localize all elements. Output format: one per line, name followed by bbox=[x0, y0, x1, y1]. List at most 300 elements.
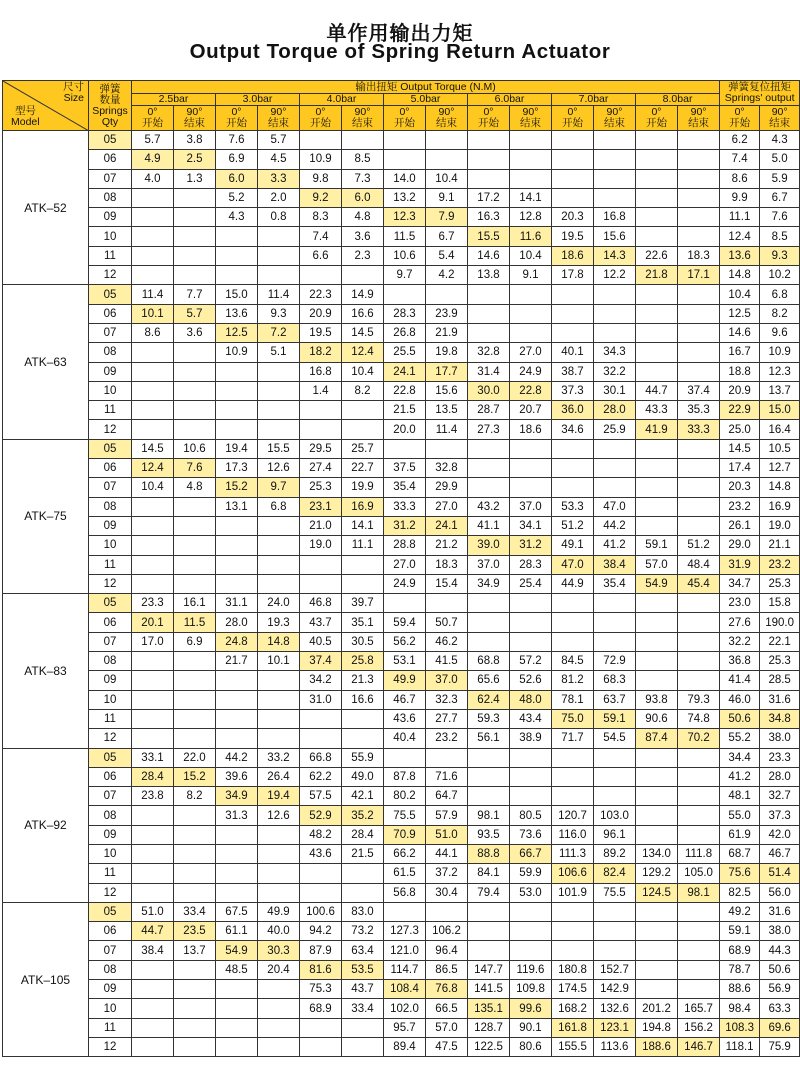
spring-output-cell: 75.6 bbox=[720, 864, 760, 883]
spring-output-cell: 61.9 bbox=[720, 825, 760, 844]
torque-cell: 25.7 bbox=[342, 439, 384, 458]
torque-cell: 37.2 bbox=[426, 864, 468, 883]
torque-cell: 109.8 bbox=[510, 980, 552, 999]
torque-cell: 141.5 bbox=[468, 980, 510, 999]
torque-table bbox=[2, 80, 800, 1057]
table-row bbox=[3, 323, 800, 342]
torque-cell bbox=[132, 690, 174, 709]
torque-cell: 11.1 bbox=[342, 536, 384, 555]
torque-cell: 75.5 bbox=[384, 806, 426, 825]
torque-cell: 11.4 bbox=[426, 420, 468, 439]
torque-cell: 17.1 bbox=[678, 266, 720, 285]
torque-cell bbox=[636, 767, 678, 786]
torque-cell bbox=[258, 671, 300, 690]
page-title-en: Output Torque of Spring Return Actuator bbox=[189, 40, 611, 63]
torque-cell: 44.7 bbox=[132, 922, 174, 941]
torque-cell bbox=[636, 227, 678, 246]
table-row bbox=[3, 555, 800, 574]
torque-cell bbox=[216, 420, 258, 439]
torque-cell: 102.0 bbox=[384, 999, 426, 1018]
torque-cell bbox=[132, 208, 174, 227]
torque-cell: 66.8 bbox=[300, 748, 342, 767]
torque-cell: 119.6 bbox=[510, 960, 552, 979]
torque-cell: 21.2 bbox=[426, 536, 468, 555]
torque-cell: 18.6 bbox=[552, 246, 594, 265]
springs-qty-cell: 11 bbox=[89, 555, 132, 574]
torque-cell: 106.2 bbox=[426, 922, 468, 941]
torque-cell bbox=[426, 594, 468, 613]
torque-cell: 82.4 bbox=[594, 864, 636, 883]
torque-cell: 70.9 bbox=[384, 825, 426, 844]
torque-cell: 48.0 bbox=[510, 690, 552, 709]
torque-cell: 10.9 bbox=[300, 150, 342, 169]
torque-cell: 35.4 bbox=[594, 574, 636, 593]
torque-cell: 67.5 bbox=[216, 902, 258, 921]
torque-cell bbox=[258, 536, 300, 555]
torque-cell: 95.7 bbox=[384, 1018, 426, 1037]
end-angle-header bbox=[426, 106, 468, 131]
torque-cell: 6.6 bbox=[300, 246, 342, 265]
torque-cell bbox=[468, 902, 510, 921]
springs-qty-cell: 08 bbox=[89, 188, 132, 207]
torque-cell bbox=[468, 439, 510, 458]
torque-cell bbox=[510, 902, 552, 921]
end-angle-header bbox=[678, 106, 720, 131]
springs-qty-cell: 11 bbox=[89, 864, 132, 883]
torque-cell: 53.1 bbox=[384, 652, 426, 671]
end-cn-label: 结束 bbox=[436, 117, 457, 129]
start-angle-header bbox=[468, 106, 510, 131]
spring-output-cell: 10.9 bbox=[760, 343, 800, 362]
torque-cell bbox=[636, 960, 678, 979]
torque-cell bbox=[258, 825, 300, 844]
spring-output-cell: 108.3 bbox=[720, 1018, 760, 1037]
torque-cell bbox=[636, 497, 678, 516]
model-name: ATK–92 bbox=[3, 748, 89, 902]
torque-cell bbox=[258, 574, 300, 593]
torque-cell: 194.8 bbox=[636, 1018, 678, 1037]
torque-cell: 49.9 bbox=[384, 671, 426, 690]
torque-cell: 32.8 bbox=[468, 343, 510, 362]
torque-cell: 5.2 bbox=[216, 188, 258, 207]
torque-cell: 87.9 bbox=[300, 941, 342, 960]
torque-cell: 84.1 bbox=[468, 864, 510, 883]
torque-cell: 7.6 bbox=[174, 459, 216, 478]
torque-cell bbox=[132, 266, 174, 285]
torque-cell: 114.7 bbox=[384, 960, 426, 979]
torque-cell bbox=[216, 381, 258, 400]
torque-cell: 17.7 bbox=[426, 362, 468, 381]
torque-cell bbox=[552, 902, 594, 921]
start-deg-label: 0° bbox=[231, 106, 242, 118]
spring-output-cell: 118.1 bbox=[720, 1037, 760, 1056]
torque-cell bbox=[678, 960, 720, 979]
torque-cell bbox=[132, 420, 174, 439]
torque-cell: 7.2 bbox=[258, 323, 300, 342]
torque-cell: 25.3 bbox=[300, 478, 342, 497]
torque-cell: 6.7 bbox=[426, 227, 468, 246]
springs-qty-cell: 06 bbox=[89, 613, 132, 632]
torque-cell bbox=[678, 980, 720, 999]
torque-cell: 17.8 bbox=[552, 266, 594, 285]
torque-cell bbox=[468, 478, 510, 497]
springs-output-header bbox=[720, 81, 800, 106]
torque-cell bbox=[174, 227, 216, 246]
table-row bbox=[3, 420, 800, 439]
torque-cell: 19.3 bbox=[258, 613, 300, 632]
torque-cell bbox=[426, 150, 468, 169]
torque-cell: 11.5 bbox=[174, 613, 216, 632]
torque-cell: 25.4 bbox=[510, 574, 552, 593]
torque-cell: 24.1 bbox=[384, 362, 426, 381]
torque-cell bbox=[384, 594, 426, 613]
table-row bbox=[3, 902, 800, 921]
torque-cell: 9.1 bbox=[510, 266, 552, 285]
torque-cell: 51.0 bbox=[132, 902, 174, 921]
torque-cell bbox=[552, 767, 594, 786]
torque-cell: 94.2 bbox=[300, 922, 342, 941]
torque-cell bbox=[468, 131, 510, 150]
torque-cell: 22.3 bbox=[300, 285, 342, 304]
torque-cell bbox=[678, 902, 720, 921]
torque-cell: 30.1 bbox=[594, 381, 636, 400]
torque-cell bbox=[300, 1037, 342, 1056]
model-name: ATK–83 bbox=[3, 594, 89, 748]
table-row bbox=[3, 1018, 800, 1037]
torque-cell: 31.0 bbox=[300, 690, 342, 709]
torque-cell: 25.8 bbox=[342, 652, 384, 671]
spring-output-cell: 37.3 bbox=[760, 806, 800, 825]
start-deg-label: 0° bbox=[399, 106, 410, 118]
torque-cell bbox=[552, 594, 594, 613]
torque-cell: 59.3 bbox=[468, 709, 510, 728]
torque-cell bbox=[510, 169, 552, 188]
torque-cell bbox=[300, 1018, 342, 1037]
torque-cell bbox=[216, 227, 258, 246]
torque-cell bbox=[510, 748, 552, 767]
torque-cell bbox=[678, 362, 720, 381]
table-row bbox=[3, 574, 800, 593]
torque-cell: 32.3 bbox=[426, 690, 468, 709]
table-row bbox=[3, 497, 800, 516]
torque-cell bbox=[678, 748, 720, 767]
torque-cell bbox=[216, 883, 258, 902]
end-cn-label: 结束 bbox=[352, 117, 373, 129]
torque-cell: 59.9 bbox=[510, 864, 552, 883]
torque-cell: 53.5 bbox=[342, 960, 384, 979]
torque-cell bbox=[426, 285, 468, 304]
torque-cell bbox=[678, 285, 720, 304]
torque-cell: 20.9 bbox=[300, 304, 342, 323]
torque-cell bbox=[132, 574, 174, 593]
torque-cell: 44.7 bbox=[636, 381, 678, 400]
torque-cell: 10.9 bbox=[216, 343, 258, 362]
torque-cell bbox=[636, 922, 678, 941]
spring-output-cell: 31.6 bbox=[760, 902, 800, 921]
start-angle-header bbox=[636, 106, 678, 131]
table-row bbox=[3, 478, 800, 497]
torque-cell bbox=[174, 844, 216, 863]
springs-qty-cell: 12 bbox=[89, 420, 132, 439]
start-cn-label: 开始 bbox=[646, 117, 667, 129]
torque-cell: 99.6 bbox=[510, 999, 552, 1018]
torque-cell bbox=[468, 767, 510, 786]
torque-cell bbox=[300, 883, 342, 902]
springs-qty-cell: 08 bbox=[89, 343, 132, 362]
torque-cell bbox=[552, 150, 594, 169]
torque-cell bbox=[636, 632, 678, 651]
torque-cell: 152.7 bbox=[594, 960, 636, 979]
torque-cell: 22.7 bbox=[342, 459, 384, 478]
torque-cell: 18.3 bbox=[678, 246, 720, 265]
table-row bbox=[3, 748, 800, 767]
torque-cell: 33.4 bbox=[174, 902, 216, 921]
torque-cell: 4.5 bbox=[258, 150, 300, 169]
torque-cell: 57.0 bbox=[636, 555, 678, 574]
torque-cell bbox=[216, 516, 258, 535]
torque-cell bbox=[636, 362, 678, 381]
torque-cell bbox=[510, 459, 552, 478]
spring-output-cell: 34.8 bbox=[760, 709, 800, 728]
torque-cell bbox=[636, 652, 678, 671]
torque-cell bbox=[594, 632, 636, 651]
table-row bbox=[3, 844, 800, 863]
table-row bbox=[3, 1037, 800, 1056]
end-angle-header bbox=[258, 106, 300, 131]
torque-cell: 44.9 bbox=[552, 574, 594, 593]
torque-cell bbox=[300, 574, 342, 593]
torque-cell: 12.4 bbox=[132, 459, 174, 478]
torque-cell: 53.0 bbox=[510, 883, 552, 902]
table-row bbox=[3, 439, 800, 458]
torque-cell: 16.6 bbox=[342, 304, 384, 323]
spring-output-cell: 51.4 bbox=[760, 864, 800, 883]
torque-cell: 161.8 bbox=[552, 1018, 594, 1037]
spring-output-cell: 25.0 bbox=[720, 420, 760, 439]
table-row bbox=[3, 999, 800, 1018]
torque-cell: 29.9 bbox=[426, 478, 468, 497]
torque-cell: 27.7 bbox=[426, 709, 468, 728]
torque-cell: 5.1 bbox=[258, 343, 300, 362]
springs-qty-cell: 08 bbox=[89, 806, 132, 825]
spring-output-cell: 10.4 bbox=[720, 285, 760, 304]
torque-cell: 16.8 bbox=[300, 362, 342, 381]
torque-cell bbox=[132, 844, 174, 863]
torque-cell: 49.9 bbox=[258, 902, 300, 921]
torque-cell: 93.8 bbox=[636, 690, 678, 709]
torque-cell bbox=[636, 980, 678, 999]
torque-cell: 12.8 bbox=[510, 208, 552, 227]
start-cn-label: 开始 bbox=[478, 117, 499, 129]
torque-cell: 3.3 bbox=[258, 169, 300, 188]
springs-qty-cell: 09 bbox=[89, 671, 132, 690]
spring-output-cell: 13.7 bbox=[760, 381, 800, 400]
spring-output-cell: 68.7 bbox=[720, 844, 760, 863]
torque-cell bbox=[174, 806, 216, 825]
torque-cell bbox=[468, 459, 510, 478]
torque-cell: 43.6 bbox=[300, 844, 342, 863]
torque-cell: 34.1 bbox=[510, 516, 552, 535]
torque-cell: 8.5 bbox=[342, 150, 384, 169]
springs-qty-cell: 11 bbox=[89, 401, 132, 420]
torque-cell: 21.5 bbox=[342, 844, 384, 863]
spring-output-cell: 190.0 bbox=[760, 613, 800, 632]
springs-qty-cell: 08 bbox=[89, 652, 132, 671]
torque-cell: 28.0 bbox=[594, 401, 636, 420]
start-angle-header bbox=[300, 106, 342, 131]
torque-cell bbox=[510, 150, 552, 169]
torque-cell bbox=[510, 613, 552, 632]
torque-cell bbox=[636, 941, 678, 960]
torque-cell bbox=[510, 787, 552, 806]
torque-cell bbox=[636, 208, 678, 227]
torque-cell bbox=[636, 806, 678, 825]
torque-cell bbox=[678, 131, 720, 150]
spring-output-cell: 25.3 bbox=[760, 574, 800, 593]
spring-output-cell: 28.5 bbox=[760, 671, 800, 690]
torque-cell bbox=[636, 169, 678, 188]
torque-cell bbox=[174, 729, 216, 748]
springs-qty-cell: 07 bbox=[89, 478, 132, 497]
torque-cell: 29.5 bbox=[300, 439, 342, 458]
torque-cell: 87.8 bbox=[384, 767, 426, 786]
spring-output-cell: 5.0 bbox=[760, 150, 800, 169]
torque-cell bbox=[384, 902, 426, 921]
torque-cell bbox=[258, 555, 300, 574]
torque-cell bbox=[678, 323, 720, 342]
torque-cell: 12.4 bbox=[342, 343, 384, 362]
torque-cell bbox=[552, 748, 594, 767]
torque-cell: 26.8 bbox=[384, 323, 426, 342]
torque-cell bbox=[384, 150, 426, 169]
torque-cell bbox=[510, 632, 552, 651]
size-label-cn: 尺寸 bbox=[63, 81, 84, 93]
torque-cell: 44.2 bbox=[594, 516, 636, 535]
torque-cell: 98.1 bbox=[678, 883, 720, 902]
spring-output-cell: 36.8 bbox=[720, 652, 760, 671]
torque-cell: 10.6 bbox=[384, 246, 426, 265]
table-row bbox=[3, 729, 800, 748]
torque-cell: 93.5 bbox=[468, 825, 510, 844]
torque-cell: 28.4 bbox=[132, 767, 174, 786]
torque-cell: 88.8 bbox=[468, 844, 510, 863]
springs-qty-cell: 07 bbox=[89, 787, 132, 806]
torque-cell: 13.8 bbox=[468, 266, 510, 285]
start-deg-label: 0° bbox=[147, 106, 158, 118]
springs-qty-cell: 06 bbox=[89, 922, 132, 941]
torque-cell: 12.2 bbox=[594, 266, 636, 285]
table-row bbox=[3, 285, 800, 304]
torque-cell: 13.5 bbox=[426, 401, 468, 420]
torque-cell bbox=[132, 401, 174, 420]
torque-cell bbox=[174, 960, 216, 979]
torque-cell bbox=[300, 420, 342, 439]
torque-cell: 147.7 bbox=[468, 960, 510, 979]
start-deg-label: 0° bbox=[567, 106, 578, 118]
torque-cell bbox=[636, 323, 678, 342]
torque-cell bbox=[132, 536, 174, 555]
end-deg-label: 90° bbox=[438, 106, 455, 118]
torque-cell bbox=[342, 420, 384, 439]
spring-output-cell: 34.4 bbox=[720, 748, 760, 767]
springs-qty-cell: 05 bbox=[89, 902, 132, 921]
end-deg-label: 90° bbox=[186, 106, 203, 118]
torque-cell: 46.2 bbox=[426, 632, 468, 651]
spring-output-cell: 16.7 bbox=[720, 343, 760, 362]
torque-cell: 55.9 bbox=[342, 748, 384, 767]
spring-output-cell: 10.5 bbox=[760, 439, 800, 458]
torque-cell bbox=[678, 652, 720, 671]
torque-cell: 66.5 bbox=[426, 999, 468, 1018]
spring-output-cell: 22.9 bbox=[720, 401, 760, 420]
torque-cell: 111.8 bbox=[678, 844, 720, 863]
torque-cell: 168.2 bbox=[552, 999, 594, 1018]
torque-cell: 8.2 bbox=[174, 787, 216, 806]
torque-cell: 71.6 bbox=[426, 767, 468, 786]
torque-cell bbox=[174, 709, 216, 728]
torque-cell: 80.6 bbox=[510, 1037, 552, 1056]
torque-cell: 108.4 bbox=[384, 980, 426, 999]
spring-output-cell: 32.2 bbox=[720, 632, 760, 651]
torque-cell bbox=[342, 266, 384, 285]
spring-output-cell: 7.4 bbox=[720, 150, 760, 169]
torque-cell: 24.9 bbox=[384, 574, 426, 593]
torque-cell: 201.2 bbox=[636, 999, 678, 1018]
end-cn-label: 结束 bbox=[688, 117, 710, 129]
torque-cell: 41.5 bbox=[426, 652, 468, 671]
spring-output-cell: 34.7 bbox=[720, 574, 760, 593]
torque-cell bbox=[594, 150, 636, 169]
torque-cell: 23.5 bbox=[174, 922, 216, 941]
table-row bbox=[3, 150, 800, 169]
end-angle-header bbox=[342, 106, 384, 131]
torque-cell: 16.9 bbox=[342, 497, 384, 516]
torque-cell: 20.4 bbox=[258, 960, 300, 979]
pressure-header: 3.0bar bbox=[216, 94, 300, 106]
spring-output-cell: 56.0 bbox=[760, 883, 800, 902]
torque-cell bbox=[468, 613, 510, 632]
torque-cell: 79.4 bbox=[468, 883, 510, 902]
springs-qty-cell: 12 bbox=[89, 266, 132, 285]
table-row bbox=[3, 131, 800, 150]
torque-cell bbox=[132, 555, 174, 574]
torque-cell bbox=[636, 516, 678, 535]
torque-cell bbox=[258, 227, 300, 246]
springs-qty-cell: 05 bbox=[89, 594, 132, 613]
torque-cell: 34.3 bbox=[594, 343, 636, 362]
torque-cell bbox=[216, 671, 258, 690]
torque-cell: 123.1 bbox=[594, 1018, 636, 1037]
torque-cell: 21.5 bbox=[384, 401, 426, 420]
spring-output-cell: 75.9 bbox=[760, 1037, 800, 1056]
torque-cell: 12.5 bbox=[216, 323, 258, 342]
torque-cell: 24.8 bbox=[216, 632, 258, 651]
torque-cell bbox=[258, 729, 300, 748]
start-angle-header bbox=[720, 106, 760, 131]
torque-cell bbox=[636, 613, 678, 632]
springs-qty-cell: 06 bbox=[89, 304, 132, 323]
spring-output-cell: 88.6 bbox=[720, 980, 760, 999]
torque-cell: 81.6 bbox=[300, 960, 342, 979]
spring-output-cell: 69.6 bbox=[760, 1018, 800, 1037]
springs-qty-header bbox=[89, 81, 132, 131]
spring-output-cell: 21.1 bbox=[760, 536, 800, 555]
torque-cell: 73.6 bbox=[510, 825, 552, 844]
springs-qty-cell: 07 bbox=[89, 941, 132, 960]
torque-cell: 30.4 bbox=[426, 883, 468, 902]
end-cn-label: 结束 bbox=[604, 117, 625, 129]
torque-cell: 28.4 bbox=[342, 825, 384, 844]
